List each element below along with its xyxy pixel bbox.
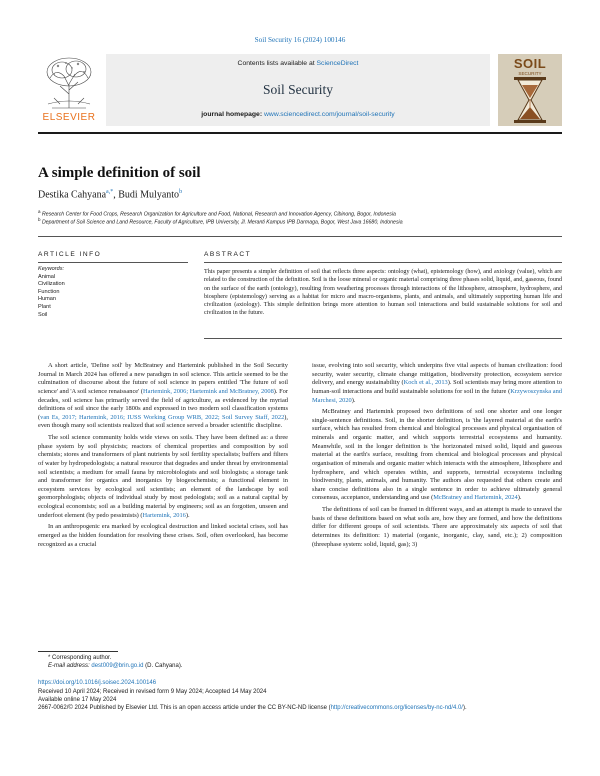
citation-link[interactable]: McBratney and Hartemink, 2024 [433,494,518,502]
email-line [38,662,562,670]
abstract-rule [204,262,562,263]
elsevier-tree-icon [42,54,96,110]
author-affiliation-marker[interactable]: b [179,189,183,195]
affiliation-marker: b [38,217,41,222]
body-column-left [38,362,288,552]
keyword: Animal [38,273,56,280]
keyword: Civilization [38,281,65,288]
paragraph-text: ). Soil scientists may bring more attention to human-soil interactions and build sustainable solutions for soil in the future ( [312,379,562,395]
paragraph-text: A short article, 'Define soil' by McBratney and Hartemink published in the Soil Security Journal in March 2024 has offered a new paradigm in soil science. This article seemed to be the culmination of discourse about the future of soil science in papers entitled 'The future of soil science' and 'A soil science renaissance' ( [38,362,288,395]
body-paragraph [38,434,288,520]
journal-banner [106,54,490,126]
title-rule [38,236,562,237]
elsevier-logo[interactable] [38,54,100,126]
keyword: Soil [38,311,48,318]
author-name[interactable]: Budi Mulyanto [118,189,180,201]
hourglass-icon [512,77,548,123]
keyword: Plant [38,303,51,310]
license-prefix: 2667-0062/© 2024 Published by Elsevier Ltd. This is an open access article under the CC BY-NC-ND license ( [38,705,331,712]
license-link[interactable]: http://creativecommons.org/licenses/by-nc-nd/4.0/ [330,705,463,712]
keywords-label: Keywords: [38,266,65,272]
article-title: A simple definition of soil [38,165,201,181]
affiliation-marker: a [38,209,41,214]
body-column-right [312,362,562,552]
affiliation [38,217,403,226]
paragraph-text: ), even though many soil scientists realized that soil science served a broader scientific discipline. [38,413,288,430]
footnotes [38,654,562,712]
cover-title: SOIL [513,56,547,71]
available-online-date: Available online 17 May 2024 [38,696,117,703]
paragraph-text: ). [185,511,190,519]
email-label: E-mail address: [48,663,92,670]
citation-link[interactable]: Hartemink, 2006; Hartemink and McBratney, 2008 [143,387,274,395]
paragraph-text: ). For decades, soil science has primarily served the field of agriculture, as evidenced by the myriad definitions of soil since the early 1800s and expressed in two modern soil classification systems ( [38,387,288,421]
journal-homepage-line [106,111,490,118]
author-separator: , [113,189,119,201]
keyword-list [38,266,65,319]
author-affiliation-marker[interactable]: a,* [106,189,114,195]
abstract-heading: ABSTRACT [204,251,252,258]
journal-cover[interactable] [498,54,562,126]
homepage-label: journal homepage: [201,111,264,118]
abstract-text: This paper presents a simpler definition of soil that reflects three aspects: ontology (what), epistemology (how), and axiology (value), which are related to the construction of the definition. Soil is the loose mineral or organic material comprising three phases solid, liquid, and, gaseous, found on the surface of the earth (ontology), resulting from weathering processes through interactions of the lithosphere, atmosphere, hydrosphere, and biosphere (epistemology) serving as a habitat for micro and macro-organisms, plants, and animals, and ultimately supporting human life and civilization (axiology). This simple definition brings more attention to human soil interactions and build sustainable solutions for soil and civilization in the future. [204,269,562,317]
citation-link[interactable]: van Es, 2017; Hartemink, 2016; IUSS Working Group WRB, 2022; Soil Survey Staff, 2022 [40,413,285,421]
paragraph-text: ). [351,396,356,404]
keyword: Human [38,296,57,303]
abstract-bottom-rule [204,338,562,339]
body-paragraph [312,506,562,549]
affiliation-text: Research Center for Food Crops, Research Organization for Agriculture and Food, National, Research and Innovation Agency, Cibinong, Bogor, Indonesia [41,211,396,218]
article-info-rule [38,262,188,263]
sciencedirect-link[interactable]: ScienceDirect [316,60,359,67]
article-info-heading: ARTICLE INFO [38,251,102,258]
contents-prefix: Contents lists available at [237,60,317,67]
paragraph-text: McBratney and Hartemink proposed two definitions of soil one shorter and one longer single-sentence definitions. Soil, in the shorter definition, is 'the layered material at the earth's surface, which has resulted from chemical and biological processes and physical organisation of minerals and organic matter, and which supports terrestrial ecosystems and humanity. Meanwhile, soil in the longer definition is 'the horizonated mixed solid, liquid and gaseous material at the earth's surface, resulting from chemical and biological processes and physical organisation of minerals and organic matter which interacts with the atmosphere, lithosphere and hydrosphere, and which operates within, and supports, terrestrial ecosystems including biodiversity, plants, animals, and humanity. The authors also requested that others create and share concise definitions also in a single sentence in order to achieve ultimately general consensus, acceptance, understanding and use ( [312,408,562,502]
author-name[interactable]: Destika Cahyana [38,189,107,201]
citation-link[interactable]: Krzywoszynska and Marchesi, 2020 [312,387,562,404]
citation-link[interactable]: Hartemink, 2016 [142,511,186,519]
paragraph-text: The definitions of soil can be framed in different ways, and an attempt is made to unravel the basis of these definitions based on what soils are, how they are formed, and how the definitions differ for different groups of soil scientists. There are approximately six aspects of soil that determines its definition: 1) material (organic, inorganic, clay, sand, etc.); 2) composition (threephase system: solid, liquid, gas); 3) [312,506,562,548]
author-email-link[interactable]: dest009@brin.go.id [91,663,144,670]
doi-link[interactable]: https://doi.org/10.1016/j.soisec.2024.100146 [38,680,157,687]
cover-subtitle: SECURITY [518,71,542,76]
journal-citation[interactable]: Soil Security 16 (2024) 100146 [254,36,346,44]
body-paragraph [312,408,562,503]
body-paragraph [38,523,288,549]
author-list [38,189,182,200]
elsevier-wordmark: ELSEVIER [42,112,96,123]
paragraph-text: ). [517,494,522,502]
journal-title: Soil Security [262,82,334,97]
paragraph-text: The soil science community holds wide views on soils. They have been defined as: a three phase system by soil physicists; reactors of chemical properties and composition by soil chemists; stores and transformers of plant nutrients by soil fertility specialists; buffers and filters of water by hydropedologists; a natural resource that degrades and under threat by environmental soil scientists; a medium for small fauna by microbiologists and soil biologists; a storage tank and transformer for organics and inorganics by biogeochemists; a functional element in ecosystem services by ecological soil scientists; an element of the landscape by soil geomorphologists; objects of individual study by most pedologists; soil as a natural capital by ecological economists; soil as a building material by engineers; soil as an forgotten, unseen and underfoot element (by pedo pessimists) ( [38,434,288,519]
citation-link[interactable]: Koch et al., 2013 [403,379,448,387]
affiliation-text: Department of Soil Science and Land Resource, Faculty of Agriculture, IPB University, Jl. Meranti Kampus IPB Darmaga, Bogor, West Java 16680, Indonesia [41,219,403,226]
license-line [38,704,562,712]
contents-line [106,60,490,67]
paragraph-text: In an anthropogenic era marked by ecological destruction and linked societal crises, soil has emerged as the hidden foundation for resolving these crises. Soil, often overlooked, has become recognized as a crucial [38,523,288,548]
masthead [38,54,562,126]
license-suffix: ). [462,705,467,712]
corresponding-author-note: * Corresponding author. [48,655,112,661]
header-rule [38,132,562,134]
email-suffix: (D. Cahyana). [143,663,183,670]
article-meta [38,679,562,712]
body-paragraph [312,362,562,405]
received-dates: Received 10 April 2024; Received in revised form 9 May 2024; Accepted 14 May 2024 [38,688,267,695]
journal-homepage-link[interactable]: www.sciencedirect.com/journal/soil-security [264,111,395,118]
keyword: Function [38,288,60,295]
paragraph-text: issue, evolving into soil security, which underpins five vital aspects of human civilization: food security, water security, climate change mitigation, biodiversity protection, ecosystem service delivery, and energy sustainability ( [312,362,562,387]
footnote-rule [38,651,118,652]
body-paragraph [38,362,288,431]
